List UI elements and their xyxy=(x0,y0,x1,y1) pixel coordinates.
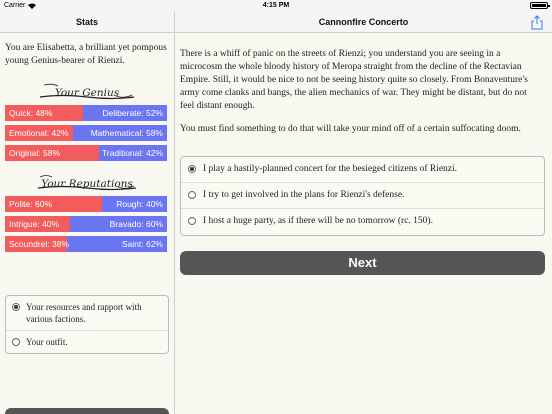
story-choice-item[interactable] xyxy=(181,183,544,209)
radio-selected-icon[interactable] xyxy=(12,303,20,311)
stat-bar-right-label: Traditional: 42% xyxy=(101,148,163,158)
story-choice-item[interactable] xyxy=(181,209,544,235)
stats-next-button[interactable] xyxy=(5,408,169,414)
character-intro: You are Elisabetta, a brilliant yet pompous young Genius-bearer of Rienzi. xyxy=(5,43,167,66)
stat-bar-left-label: Intrigue: 40% xyxy=(9,219,60,229)
status-right xyxy=(530,2,548,9)
stats-choice-label: Your outfit. xyxy=(26,337,68,347)
story-header xyxy=(175,12,552,33)
stat-bar-left-label: Emotional: 42% xyxy=(9,128,69,138)
reputation-heading-text: Your Reputations xyxy=(41,178,133,190)
stat-bar-left-label: Scoundrel: 38% xyxy=(9,239,70,249)
story-title: Cannonfire Concerto xyxy=(318,17,409,27)
stats-choice-item[interactable] xyxy=(6,296,168,331)
stat-bar-right-label: Saint: 62% xyxy=(121,239,163,249)
genius-heading-text: Your Genius xyxy=(54,87,120,99)
stat-bar xyxy=(5,236,167,252)
radio-icon[interactable] xyxy=(188,217,196,225)
story-paragraph: You must find something to do that will take your mind off of a certain suffocating doom. xyxy=(180,124,521,134)
story-choice-label: I play a hastily-planned concert for the besieged citizens of Rienzi. xyxy=(203,164,458,174)
story-choice-label: I try to get involved in the plans for Rienzi's defense. xyxy=(203,190,405,200)
next-button[interactable]: Next xyxy=(180,251,545,275)
stats-panel xyxy=(0,34,174,414)
stats-choice-list xyxy=(5,295,169,354)
stat-bar-left-label: Polite: 60% xyxy=(9,199,52,209)
story-choice-list xyxy=(180,156,545,236)
stats-title: Stats xyxy=(75,17,98,27)
stat-bar-left-label: Quick: 48% xyxy=(9,108,53,118)
stat-bar xyxy=(5,196,167,212)
stat-bar xyxy=(5,145,167,161)
genius-bars xyxy=(5,105,169,161)
share-icon[interactable] xyxy=(530,15,544,30)
reputation-bars xyxy=(5,196,169,252)
reputation-heading xyxy=(32,171,142,193)
story-text xyxy=(180,48,547,136)
radio-icon[interactable] xyxy=(188,191,196,199)
story-choice-label: I host a huge party, as if there will be no tomorrow (rc. 150). xyxy=(203,216,433,226)
carrier-label: Carrier xyxy=(4,2,26,9)
radio-selected-icon[interactable] xyxy=(188,165,196,173)
stats-header xyxy=(0,12,174,33)
status-bar xyxy=(0,0,552,12)
story-panel xyxy=(175,34,552,414)
stat-bar xyxy=(5,125,167,141)
stats-choice-label: Your resources and rapport with various factions. xyxy=(26,302,142,324)
stats-choice-item[interactable] xyxy=(6,331,168,353)
stat-bar-left-label: Original: 58% xyxy=(9,148,61,158)
stat-bar xyxy=(5,216,167,232)
stat-bar-right-label: Deliberate: 52% xyxy=(102,108,163,118)
battery-icon xyxy=(530,2,548,9)
status-time: 4:15 PM xyxy=(262,2,290,9)
story-paragraph: There is a whiff of panic on the streets of Rienzi; you understand you are seeing in a microcosm the whole bloody history of Meropa straight from the decline of the Rectavian Empire. Still, it would be nice to not be seeing history quite so closely. From Bonaventure's army come clanks and bangs, the alien mechanics of war. They might be distant, but do not feel distant enough. xyxy=(180,49,528,111)
genius-heading xyxy=(32,80,142,102)
stat-bar-right-label: Rough: 40% xyxy=(116,199,163,209)
radio-icon[interactable] xyxy=(12,338,20,346)
stat-bar-right-label: Bravado: 60% xyxy=(109,219,163,229)
stat-bar-right-label: Mathematical: 58% xyxy=(90,128,163,138)
story-choice-item[interactable] xyxy=(181,157,544,183)
stat-bar xyxy=(5,105,167,121)
